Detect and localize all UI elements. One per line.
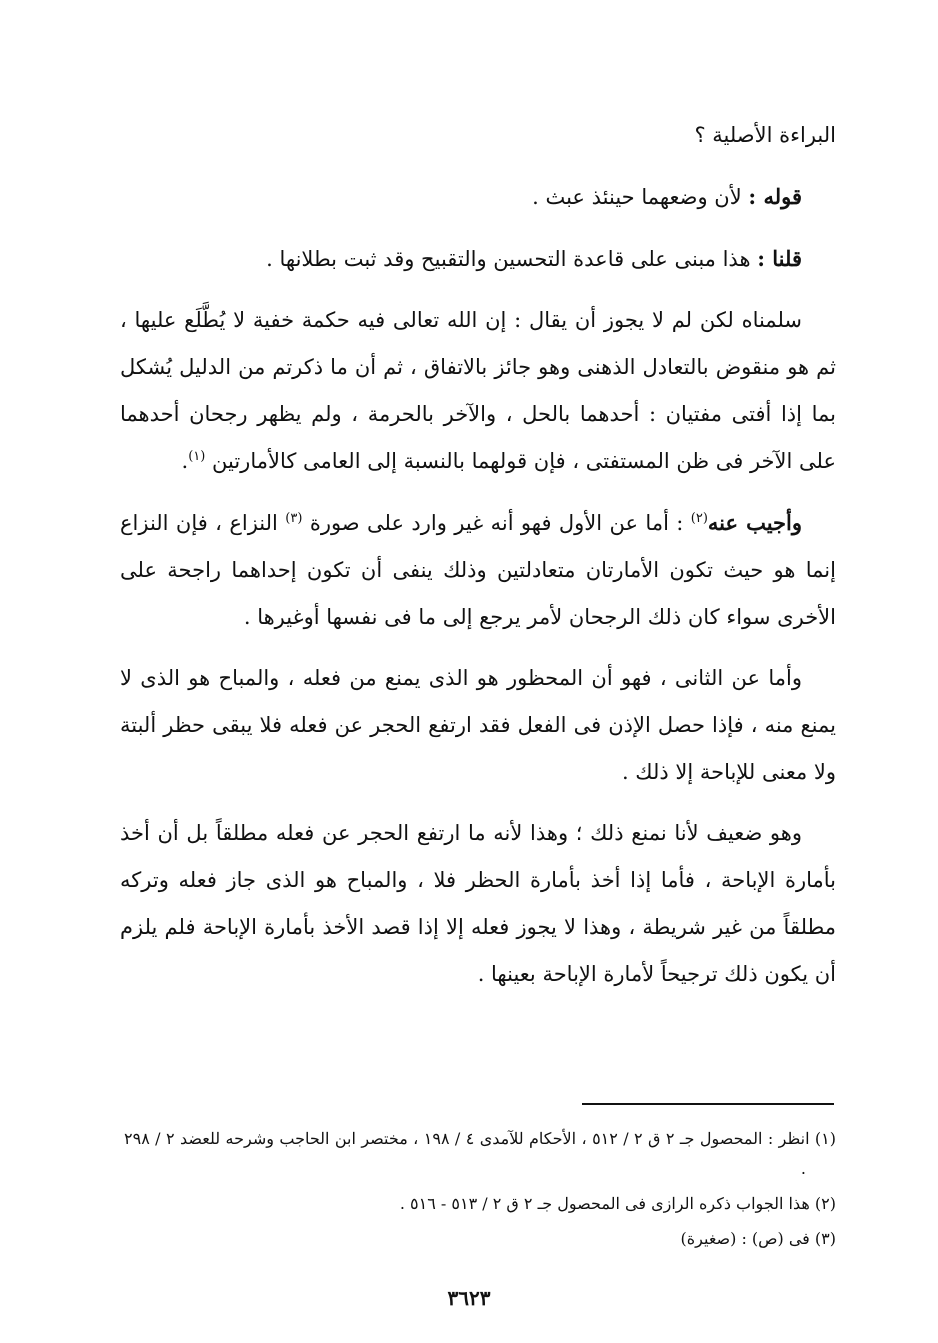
footnote-1: (١) انظر : المحصول جـ ٢ ق ٢ / ٥١٢ ، الأحكام للآمدى ٤ / ١٩٨ ، مختصر ابن الحاجب وشرحه للعضد ٢ / ٢٩٨ . <box>124 1129 836 1178</box>
paragraph-salamnah-end: . <box>181 449 189 473</box>
paragraph-thani: وأما عن الثانى ، فهو أن المحظور هو الذى يمنع من فعله ، والمباح هو الذى لا يمنع منه ، فإذا حصل الإذن فى الفعل فقد ارتفع الحجر عن فعله فلا يبقى حظر ألبتة ولا معنى للإباحة إلا ذلك . <box>120 666 836 784</box>
footnote-ref-2: (٢) <box>690 511 708 526</box>
main-text <box>120 112 836 998</box>
paragraph-daif: وهو ضعيف لأنا نمنع ذلك ؛ وهذا لأنه ما ارتفع الحجر عن فعله مطلقاً بل أن أخذ بأمارة الإباحة ، فأما إذا أخذ بأمارة الحظر فلا ، والمباح هو الذى جاز فعله وتركه مطلقاً من غير شريطة ، وهذا لا يجوز فعله إلا إذا قصد الأخذ بأمارة الإباحة فلم يلزم أن يكون ذلك ترجيحاً لأمارة الإباحة بعينها . <box>120 821 836 986</box>
paragraph-qulna <box>120 235 836 283</box>
paragraph-ujib-text-b: النزاع ، فإن النزاع إنما هو حيث تكون الأمارتان متعادلتين وذلك ينفى أن تكون إحداهما راجحة على الأخرى سواء كان ذلك الرجحان لأمر يرجع إلى ما فى نفسها أوغيرها . <box>120 511 836 629</box>
keyword-qulna: قلنا : <box>757 246 802 271</box>
paragraph-qulna-text: هذا مبنى على قاعدة التحسين والتقبيح وقد ثبت بطلانها . <box>266 247 758 271</box>
paragraph-qawluhu <box>120 173 836 221</box>
line-continuation: البراءة الأصلية ؟ <box>694 123 836 147</box>
page-number: ٣٦٢٣ <box>447 1286 491 1310</box>
paragraph-salamnah <box>120 297 836 485</box>
footnote-ref-3: (٣) <box>285 511 303 526</box>
footnote-ref-1: (١) <box>188 449 206 464</box>
paragraph-qawluhu-text: لأن وضعهما حينئذ عبث . <box>532 185 749 209</box>
footnotes <box>124 1124 836 1259</box>
keyword-ujib: وأجيب عنه <box>707 510 802 535</box>
footnote-3: (٣) فى (ص) : (صغيرة) <box>680 1229 836 1248</box>
footnote-2: (٢) هذا الجواب ذكره الرازى فى المحصول جـ ٢ ق ٢ / ٥١٣ - ٥١٦ . <box>399 1194 836 1213</box>
paragraph-ujib-text-a: : أما عن الأول فهو أنه غير وارد على صورة <box>302 511 691 535</box>
keyword-qawluhu: قوله : <box>748 184 802 209</box>
footnote-separator <box>582 1103 834 1105</box>
paragraph-ujib <box>120 499 836 641</box>
paragraph-salamnah-text: سلمناه لكن لم لا يجوز أن يقال : إن الله تعالى فيه حكمة خفية لا يُطَّلَع عليها ، ثم هو منقوض بالتعادل الذهنى وهو جائز بالاتفاق ، ثم أن ما ذكرتم من الدليل يُشكل بما إذا أفتى مفتيان : أحدهما بالحل ، والآخر بالحرمة ، ولم يظهر رجحان أحدهما على الآخر فى ظن المستفتى ، فإن قولهما بالنسبة إلى العامى كالأمارتين <box>120 308 836 473</box>
